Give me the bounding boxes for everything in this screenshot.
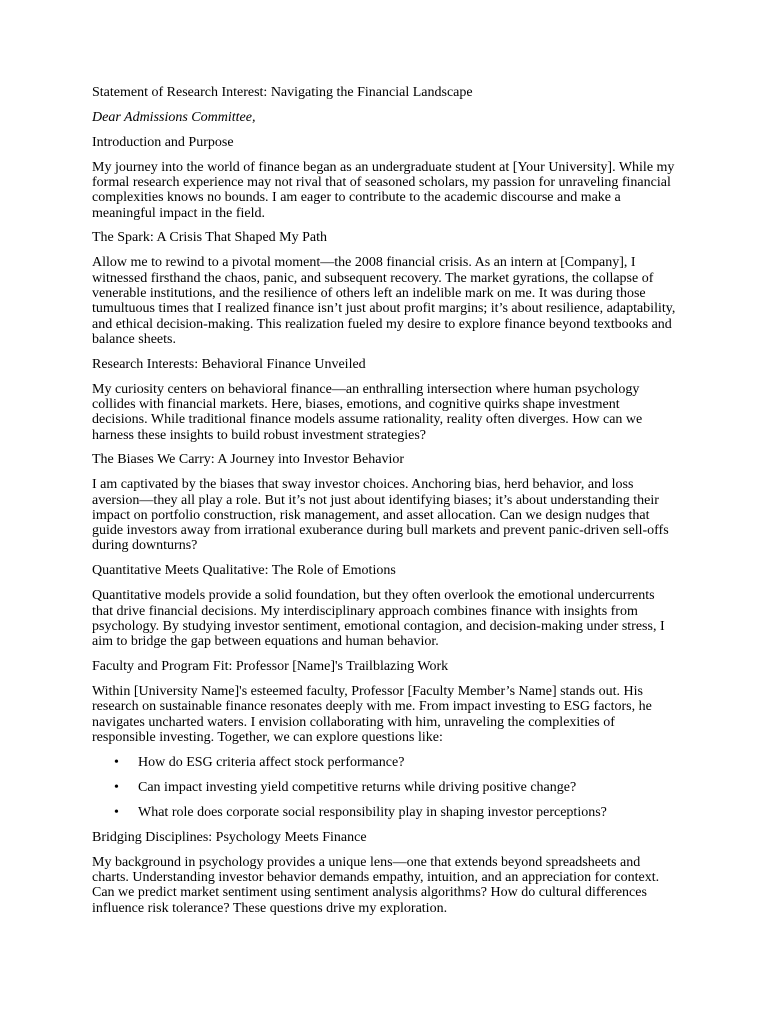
document-page (92, 85, 678, 926)
section-body-spark: Allow me to rewind to a pivotal moment—the 2008 financial crisis. As an intern at [Company], I witnessed firsthand the chaos, panic, and subsequent recovery. The market gyrations, the collapse of venerable institutions, and the resilience of others left an indelible mark on me. It was during those tumultuous times that I realized finance isn’t just about profit margins; it’s about resilience, adaptability, and ethical decision-making. This realization fueled my desire to explore finance beyond textbooks and balance sheets. (92, 255, 676, 347)
section-body-introduction: My journey into the world of finance began as an undergraduate student at [Your University]. While my formal research experience may not rival that of seasoned scholars, my passion for unraveling financial complexities knows no bounds. I am eager to contribute to the academic discourse and make a meaningful impact in the field. (92, 159, 675, 221)
section-heading-faculty-fit: Faculty and Program Fit: Professor [Name]'s Trailblazing Work (92, 659, 449, 675)
document-title: Statement of Research Interest: Navigating the Financial Landscape (92, 85, 473, 100)
section-body-research-interests: My curiosity centers on behavioral finance—an enthralling intersection where human psychology collides with financial markets. Here, biases, emotions, and cognitive quirks shape investment decisions. While traditional finance models assume rationality, reality often diverges. How can we harness these insights to build robust investment strategies? (92, 381, 643, 443)
list-item-text: How do ESG criteria affect stock performance? (138, 754, 405, 770)
bullet-icon: • (114, 754, 119, 770)
questions-list (92, 755, 678, 820)
section-body-faculty-fit: Within [University Name]'s esteemed faculty, Professor [Faculty Member’s Name] stands out. His research on sustainable finance resonates deeply with me. From impact investing to ESG factors, he navigates uncharted waters. I envision collaborating with him, unraveling the complexities of responsible investing. Together, we can explore questions like: (92, 683, 652, 745)
list-item (92, 755, 678, 770)
section-heading-biases: The Biases We Carry: A Journey into Investor Behavior (92, 452, 404, 468)
section-body-quantitative: Quantitative models provide a solid foundation, but they often overlook the emotional undercurrents that drive financial decisions. My interdisciplinary approach combines finance with insights from psychology. By studying investor sentiment, emotional contagion, and decision-making under stress, I aim to bridge the gap between equations and human behavior. (92, 588, 665, 650)
section-heading-quantitative: Quantitative Meets Qualitative: The Role of Emotions (92, 563, 396, 579)
section-heading-research-interests: Research Interests: Behavioral Finance Unveiled (92, 356, 366, 372)
list-item (92, 805, 678, 820)
section-heading-spark: The Spark: A Crisis That Shaped My Path (92, 230, 328, 246)
section-heading-bridging: Bridging Disciplines: Psychology Meets Finance (92, 829, 367, 845)
list-item-text: Can impact investing yield competitive returns while driving positive change? (138, 779, 577, 795)
section-body-biases: I am captivated by the biases that sway investor choices. Anchoring bias, herd behavior, and loss aversion—they all play a role. But it’s not just about identifying biases; it’s about understanding their impact on portfolio construction, risk management, and asset allocation. Can we design nudges that guide investors away from irrational exuberance during bull markets and prevent panic-driven sell-offs during downturns? (92, 477, 669, 554)
bullet-icon: • (114, 779, 119, 795)
list-item-text: What role does corporate social responsibility play in shaping investor perceptions? (138, 804, 607, 820)
section-heading-introduction: Introduction and Purpose (92, 134, 234, 150)
bullet-icon: • (114, 804, 119, 820)
list-item (92, 780, 678, 795)
salutation: Dear Admissions Committee, (92, 109, 256, 125)
section-body-bridging: My background in psychology provides a unique lens—one that extends beyond spreadsheets and charts. Understanding investor behavior demands empathy, intuition, and an appreciation for context. Can we predict market sentiment using sentiment analysis algorithms? How do cultural differences influence risk tolerance? These questions drive my exploration. (92, 854, 660, 916)
